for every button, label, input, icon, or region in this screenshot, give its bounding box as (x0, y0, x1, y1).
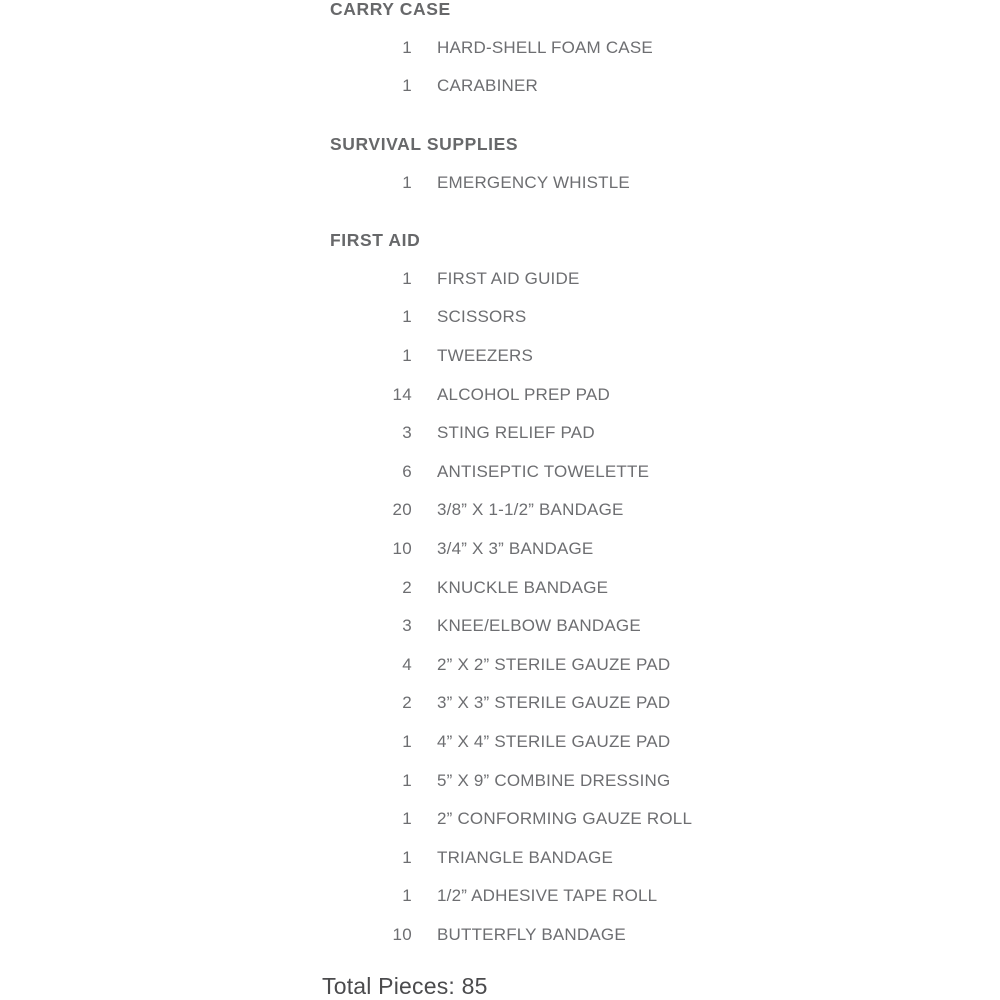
item-quantity: 1 (402, 268, 412, 288)
item-quantity: 1 (402, 37, 412, 57)
kit-section (0, 221, 1000, 954)
item-name: KNEE/ELBOW BANDAGE (437, 616, 641, 636)
item-quantity: 1 (402, 886, 412, 906)
total-pieces-value: 85 (461, 973, 488, 999)
section-items (0, 163, 1000, 202)
item-name: HARD-SHELL FOAM CASE (437, 37, 653, 57)
item-quantity: 20 (392, 500, 412, 520)
list-item (0, 530, 1000, 569)
item-quantity: 1 (402, 809, 412, 829)
kit-section (0, 0, 1000, 106)
item-name: ALCOHOL PREP PAD (437, 384, 610, 404)
item-name: 2” X 2” STERILE GAUZE PAD (437, 654, 671, 674)
item-name: 2” CONFORMING GAUZE ROLL (437, 809, 693, 829)
item-quantity: 2 (402, 693, 412, 713)
item-name: SCISSORS (437, 307, 527, 327)
item-name: CARABINER (437, 76, 538, 96)
list-item (0, 684, 1000, 723)
list-item (0, 916, 1000, 955)
item-name: STING RELIEF PAD (437, 423, 595, 443)
kit-section (0, 125, 1000, 202)
list-item (0, 298, 1000, 337)
total-pieces-label: Total Pieces: (322, 973, 455, 999)
item-name: 3/4” X 3” BANDAGE (437, 539, 594, 559)
item-name: BUTTERFLY BANDAGE (437, 924, 626, 944)
list-item (0, 29, 1000, 68)
item-name: ANTISEPTIC TOWELETTE (437, 461, 650, 481)
item-quantity: 1 (402, 172, 412, 192)
list-item (0, 723, 1000, 762)
item-name: TWEEZERS (437, 346, 534, 366)
item-name: 1/2” ADHESIVE TAPE ROLL (437, 886, 658, 906)
list-item (0, 761, 1000, 800)
item-quantity: 1 (402, 307, 412, 327)
list-item (0, 607, 1000, 646)
item-quantity: 10 (392, 539, 412, 559)
list-item (0, 375, 1000, 414)
list-item (0, 260, 1000, 299)
section-title: FIRST AID (330, 229, 421, 250)
item-name: 3” X 3” STERILE GAUZE PAD (437, 693, 671, 713)
list-item (0, 491, 1000, 530)
item-quantity: 1 (402, 847, 412, 867)
item-name: KNUCKLE BANDAGE (437, 577, 609, 597)
list-item (0, 163, 1000, 202)
item-name: 4” X 4” STERILE GAUZE PAD (437, 731, 671, 751)
item-quantity: 1 (402, 770, 412, 790)
item-quantity: 3 (402, 616, 412, 636)
list-item (0, 877, 1000, 916)
list-item (0, 646, 1000, 685)
item-name: 3/8” X 1-1/2” BANDAGE (437, 500, 624, 520)
item-quantity: 6 (402, 461, 412, 481)
item-name: TRIANGLE BANDAGE (437, 847, 614, 867)
item-quantity: 1 (402, 731, 412, 751)
item-name: 5” X 9” COMBINE DRESSING (437, 770, 671, 790)
item-quantity: 10 (392, 924, 412, 944)
item-quantity: 4 (402, 654, 412, 674)
section-title: CARRY CASE (330, 0, 451, 19)
section-items (0, 260, 1000, 955)
item-quantity: 3 (402, 423, 412, 443)
item-quantity: 14 (392, 384, 412, 404)
total-pieces (322, 973, 488, 1000)
item-name: EMERGENCY WHISTLE (437, 172, 630, 192)
section-title: SURVIVAL SUPPLIES (330, 133, 519, 154)
item-quantity: 1 (402, 346, 412, 366)
item-quantity: 2 (402, 577, 412, 597)
list-item (0, 414, 1000, 453)
list-item (0, 453, 1000, 492)
list-item (0, 838, 1000, 877)
item-quantity: 1 (402, 76, 412, 96)
list-item (0, 800, 1000, 839)
list-item (0, 67, 1000, 106)
list-item (0, 568, 1000, 607)
item-name: FIRST AID GUIDE (437, 268, 580, 288)
list-item (0, 337, 1000, 376)
section-items (0, 29, 1000, 106)
